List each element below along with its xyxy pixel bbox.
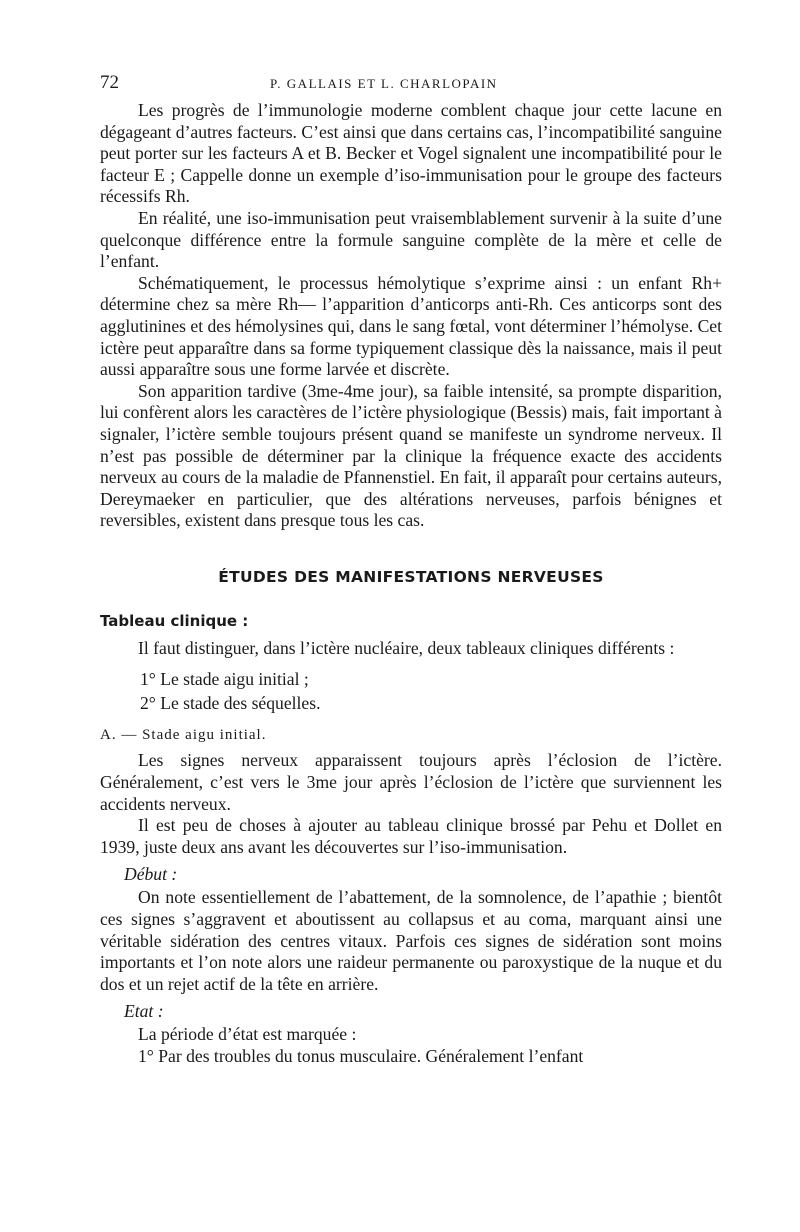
page-number: 72 xyxy=(100,72,119,93)
paragraph-3: Schématiquement, le processus hémolytique s’exprime ainsi : un enfant Rh+ détermine chez sa mère Rh— l’apparition d’anticorps anti-Rh. Ces anticorps sont des agglutinines et des hémolysines qui, dans le sang fœtal, vont déterminer l’hémolyse. Cet ictère peut apparaître dans sa forme typiquement classique dès la naissance, mais il peut aussi apparaître sous une forme larvée et discrète. xyxy=(100,272,723,380)
paragraph-9: La période d’état est marquée : xyxy=(138,1024,357,1045)
paragraph-8: On note essentiellement de l’abattement, de la somnolence, de l’apathie ; bientôt ces signes s’aggravent et aboutissent au collapsus et au coma, marquant ainsi une véritable sidération des centres vitaux. Parfois ces signes de sidération sont moins importants et l’on note alors une raideur permanente ou paroxystique de la nuque et du dos et un rejet actif de la tête en arrière. xyxy=(100,887,722,994)
paragraph-7: Il est peu de choses à ajouter au tableau clinique brossé par Pehu et Dollet en 1939, juste deux ans avant les découvertes sur l’iso-immunisation. xyxy=(100,815,722,857)
page xyxy=(100,70,722,1068)
etat-label: Etat : xyxy=(124,1001,164,1022)
paragraph-6: Les signes nerveux apparaissent toujours après l’éclosion de l’ictère. Généralement, c’est vers le 3me jour après l’éclosion de l’ictère que surviennent les accidents nerveux. xyxy=(100,750,722,814)
paragraph-4: Son apparition tardive (3me-4me jour), sa faible intensité, sa prompte disparition, lui confèrent alors les caractères de l’ictère physiologique (Bessis) mais, fait important à signaler, l’ictère semble toujours présent quand se manifeste un syndrome nerveux. Il n’est pas possible de déterminer par la clinique la fréquence exacte des accidents nerveux au cours de la maladie de Pfannenstiel. En fait, il apparaît pour certains auteurs, Dereymaeker en particulier, que des altérations nerveuses, parfois bénignes et reversibles, existent dans presque tous les cas. xyxy=(100,380,722,531)
list-item: 2° Le stade des séquelles. xyxy=(140,693,321,714)
stage-list xyxy=(140,667,722,715)
paragraph-5: Il faut distinguer, dans l’ictère nucléaire, deux tableaux cliniques différents : xyxy=(138,637,675,658)
list-item: 1° Le stade aigu initial ; xyxy=(140,669,309,690)
paragraph-2: En réalité, une iso-immunisation peut vraisemblablement survenir à la suite d’une quelconque différence entre la formule sanguine complète de la mère et celle de l’enfant. xyxy=(100,207,722,272)
running-title: P. GALLAIS ET L. CHARLOPAIN xyxy=(270,76,498,91)
subsection-title: Tableau clinique : xyxy=(100,611,249,630)
paragraph-10: 1° Par des troubles du tonus musculaire. Généralement l’enfant xyxy=(138,1046,584,1066)
paragraph-1: Les progrès de l’immunologie moderne comblent chaque jour cette lacune en dégageant d’autres facteurs. C’est ainsi que dans certains cas, l’incompatibilité sanguine peut porter sur les facteurs A et B. Becker et Vogel signalent une incompatibilité pour le facteur E ; Cappelle donne un exemple d’iso-immunisation pour le groupe des facteurs récessifs Rh. xyxy=(100,100,722,207)
subhead-a: A. — Stade aigu initial. xyxy=(100,727,267,744)
page-header xyxy=(100,70,722,100)
section-title: ÉTUDES DES MANIFESTATIONS NERVEUSES xyxy=(218,567,604,586)
debut-label: Début : xyxy=(124,864,178,885)
